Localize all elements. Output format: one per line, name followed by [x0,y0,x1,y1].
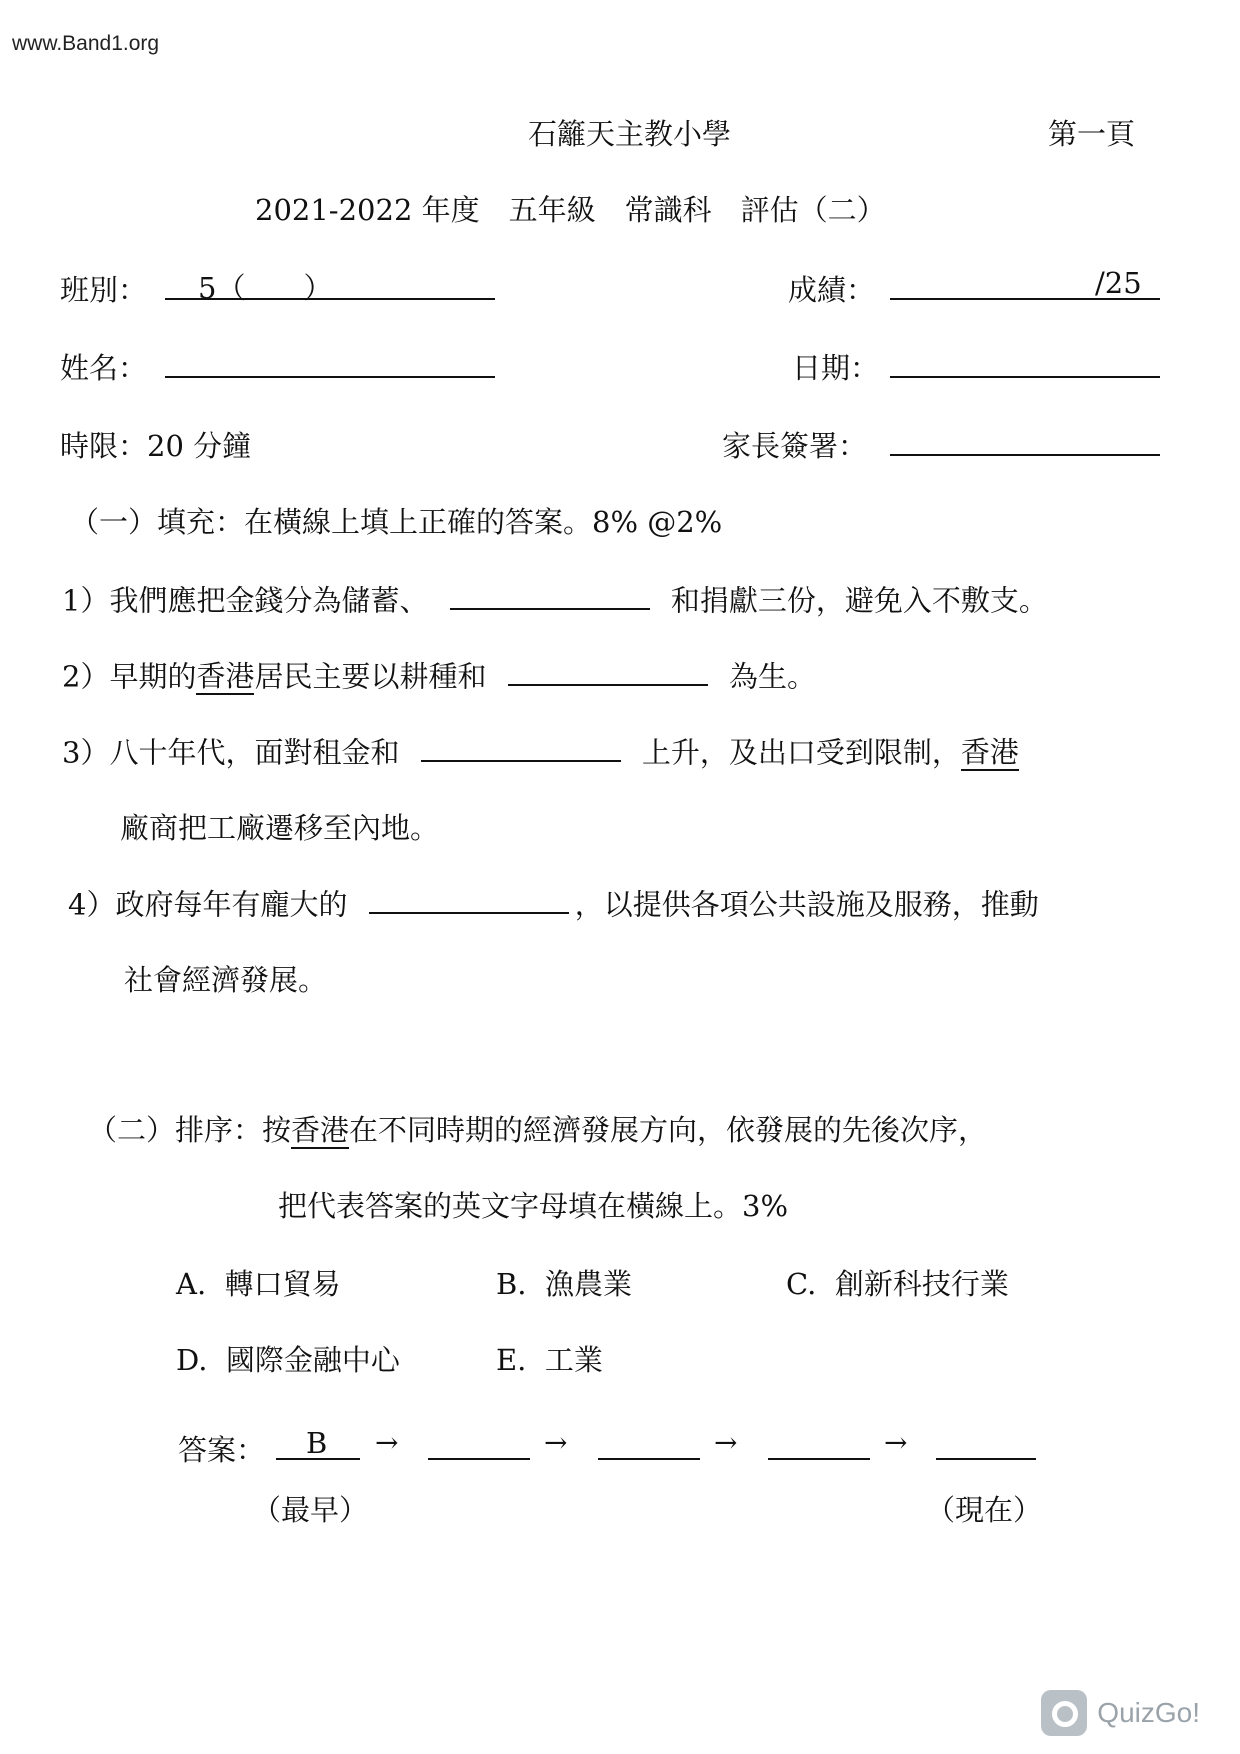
option-a [176,1262,341,1303]
option-b-text: 漁農業 [544,1267,632,1301]
score-label: 成績： [788,273,876,307]
arrow-2: → [544,1426,568,1459]
quizgo-logo-text: QuizGo! [1097,1697,1200,1728]
q4-text-b: ，以提供各項公共設施及服務，推動 [574,887,1039,922]
answer-slot-4[interactable] [768,1428,870,1460]
option-d [176,1338,400,1379]
q4-continuation: 社會經濟發展。 [124,963,328,997]
q4-text-a: 政府每年有龐大的 [115,887,348,922]
section2-title-a: （二）排序：按 [88,1113,292,1147]
score-total: /25 [1095,266,1142,300]
arrow-1: → [375,1426,399,1459]
school-name: 石籬天主教小學 [528,117,732,151]
option-c-text: 創新科技行業 [834,1267,1009,1301]
question-3 [62,730,1019,771]
q1-blank[interactable] [450,578,650,610]
q4-number: 4） [68,887,116,922]
option-b-letter: B. [496,1267,527,1301]
option-e-text: 工業 [544,1343,603,1377]
answer-slot-2[interactable] [428,1428,530,1460]
option-d-letter: D. [176,1343,208,1377]
q3-text-a: 八十年代，面對租金和 [109,735,400,770]
option-a-text: 轉口貿易 [224,1267,341,1301]
question-2 [62,654,816,695]
section2-title-b: 在不同時期的經濟發展方向，依發展的先後次序， [349,1113,988,1147]
q1-number: 1） [62,583,110,618]
parent-sign-field[interactable] [890,424,1160,456]
section1-title: （一）填充：在橫線上填上正確的答案。8% @2% [70,505,723,539]
now-label: （現在） [926,1493,1043,1527]
name-field[interactable] [165,346,495,378]
name-label: 姓名： [60,351,148,385]
section2-title [88,1108,987,1149]
answer-slot-3[interactable] [598,1428,700,1460]
option-a-letter: A. [176,1267,207,1301]
q3-blank[interactable] [421,730,621,762]
question-4 [68,882,1039,923]
section2-place: 香港 [291,1113,350,1147]
option-c-letter: C. [786,1267,817,1301]
option-c [786,1262,1009,1303]
page-number: 第一頁 [1048,117,1136,151]
option-e [496,1338,603,1379]
q2-text-c: 為生。 [728,659,816,694]
quizgo-logo-icon [1041,1690,1087,1736]
question-1 [62,578,1048,619]
site-url: www.Band1.org [12,32,160,55]
answer-first-value: B [306,1426,328,1460]
quizgo-logo [1041,1690,1200,1736]
earliest-label: （最早） [252,1493,369,1527]
answer-slot-5[interactable] [936,1428,1036,1460]
q2-text-a: 早期的 [109,659,197,694]
q1-text-a: 我們應把金錢分為儲蓄、 [109,583,429,618]
time-limit: 時限：20 分鐘 [60,429,252,463]
q3-place: 香港 [960,735,1019,770]
date-field[interactable] [890,346,1160,378]
arrow-3: → [714,1426,738,1459]
parent-sign-label: 家長簽署： [722,429,868,463]
class-value: 5（ ） [198,271,333,305]
option-b [496,1262,632,1303]
date-label: 日期： [792,351,880,385]
q1-text-b: 和捐獻三份，避免入不敷支。 [670,583,1048,618]
arrow-4: → [884,1426,908,1459]
option-e-letter: E. [496,1343,527,1377]
q3-continuation: 廠商把工廠遷移至內地。 [120,811,440,845]
q3-number: 3） [62,735,110,770]
q4-blank[interactable] [369,882,569,914]
exam-subtitle: 2021-2022 年度 五年級 常識科 評估（二） [255,193,886,227]
answer-label: 答案： [178,1433,266,1467]
q3-text-b: 上升，及出口受到限制， [641,735,961,770]
q2-number: 2） [62,659,110,694]
q2-text-b: 居民主要以耕種和 [254,659,487,694]
class-label: 班別： [60,273,148,307]
section2-instruction: 把代表答案的英文字母填在橫線上。3% [278,1189,789,1223]
option-d-text: 國際金融中心 [225,1343,400,1377]
q2-blank[interactable] [508,654,708,686]
q2-place: 香港 [196,659,255,694]
